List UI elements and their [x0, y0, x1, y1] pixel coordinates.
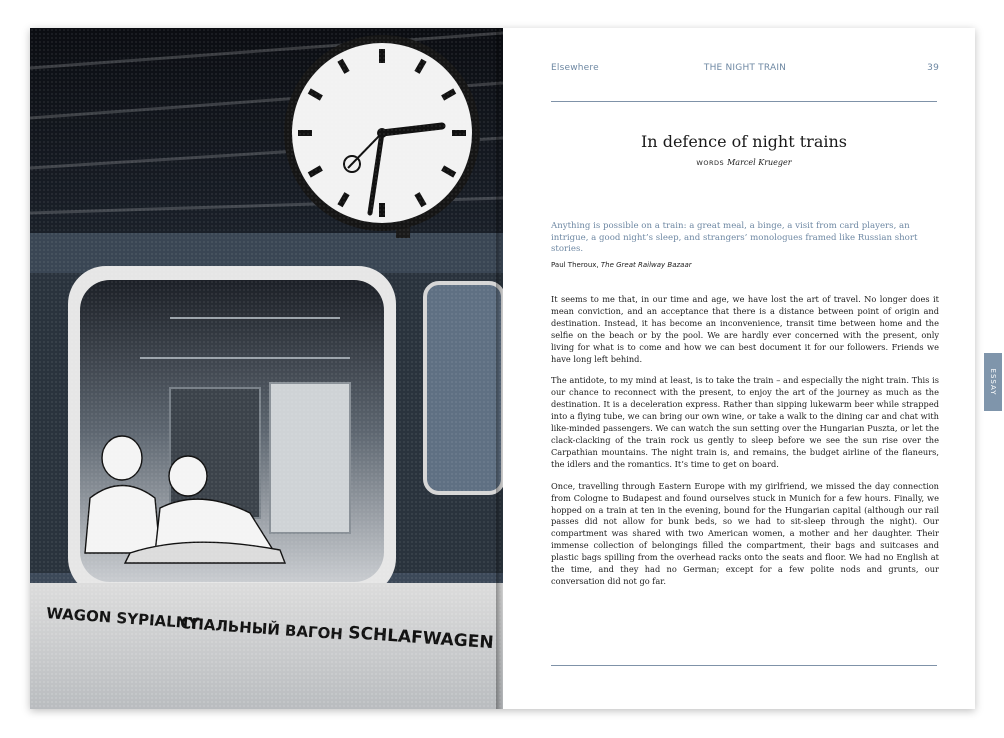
- body-paragraph: It seems to me that, in our time and age, we have lost the art of travel. No longer does it mean conviction, and an acceptance that there is a distance between point of origin and destination. Instead, it has become an inconvenience, transit time between home and the selfie on the beach or by the pool. We are hardly ever concerned with the present, only living for what is to come and how we can best document it for our followers. Friends we have long left behind.: [551, 294, 939, 364]
- byline-prefix: WORDS: [696, 159, 725, 167]
- epigraph-book: The Great Railway Bazaar: [600, 261, 692, 269]
- epigraph-source: [551, 261, 931, 269]
- running-header-title: THE NIGHT TRAIN: [703, 63, 787, 73]
- running-header-section: Elsewhere: [551, 63, 599, 73]
- article-body: [551, 294, 939, 598]
- page-number: 39: [927, 63, 939, 73]
- byline: [551, 158, 937, 167]
- running-header: [551, 63, 939, 77]
- magazine-spread: [30, 28, 997, 709]
- illustration-page: [30, 28, 503, 709]
- footer-rule: [551, 665, 937, 666]
- byline-author: Marcel Krueger: [727, 158, 792, 167]
- body-paragraph: The antidote, to my mind at least, is to take the train – and especially the night train. This is our chance to reconnect with the present, to enjoy the art of the journey as much as the destination. It is a deceleration express. Rather than sipping lukewarm beer while strapped into a flying tube, we can bring our own wine, or take a walk to the dining car and chat with like-minded passengers. We can watch the sun setting over the Hungarian Puszta, or let the clack-clacking of the train rock us gently to sleep before we see the sun rise over the Carpathian mountains. The night train is, and remains, the budget airline of the flaneurs, the idlers and the romantics. It’s time to get on board.: [551, 375, 939, 469]
- header-rule: [551, 101, 937, 102]
- epigraph-quote: Anything is possible on a train: a great meal, a binge, a visit from card players, an intrigue, a good night’s sleep, and strangers’ monologues framed like Russian short stories.: [551, 221, 918, 255]
- essay-tab-label: ESSAY: [989, 368, 997, 396]
- article-page: [503, 28, 997, 709]
- epigraph-author: Paul Theroux,: [551, 261, 599, 269]
- essay-section-tab: [984, 353, 1002, 411]
- body-paragraph: Once, travelling through Eastern Europe with my girlfriend, we missed the day connection from Cologne to Budapest and found ourselves stuck in Munich for a few hours. Finally, we hopped on a train at ten in the evening, bound for the Hungarian capital (although our rail passes did not allow for bunk beds, so we had to sit-sleep through the night). Our compartment was shared with two American women, a mother and her daughter. Their immense collection of belongings filled the compartment, their bags and suitcases and plastic bags spilling from the overhead racks onto the seats and floor. We had no English at the time, and they had no German; except for a few polite nods and grunts, our conversation did not go far.: [551, 480, 939, 586]
- article-title: In defence of night trains: [640, 132, 847, 151]
- night-train-illustration: [30, 28, 503, 709]
